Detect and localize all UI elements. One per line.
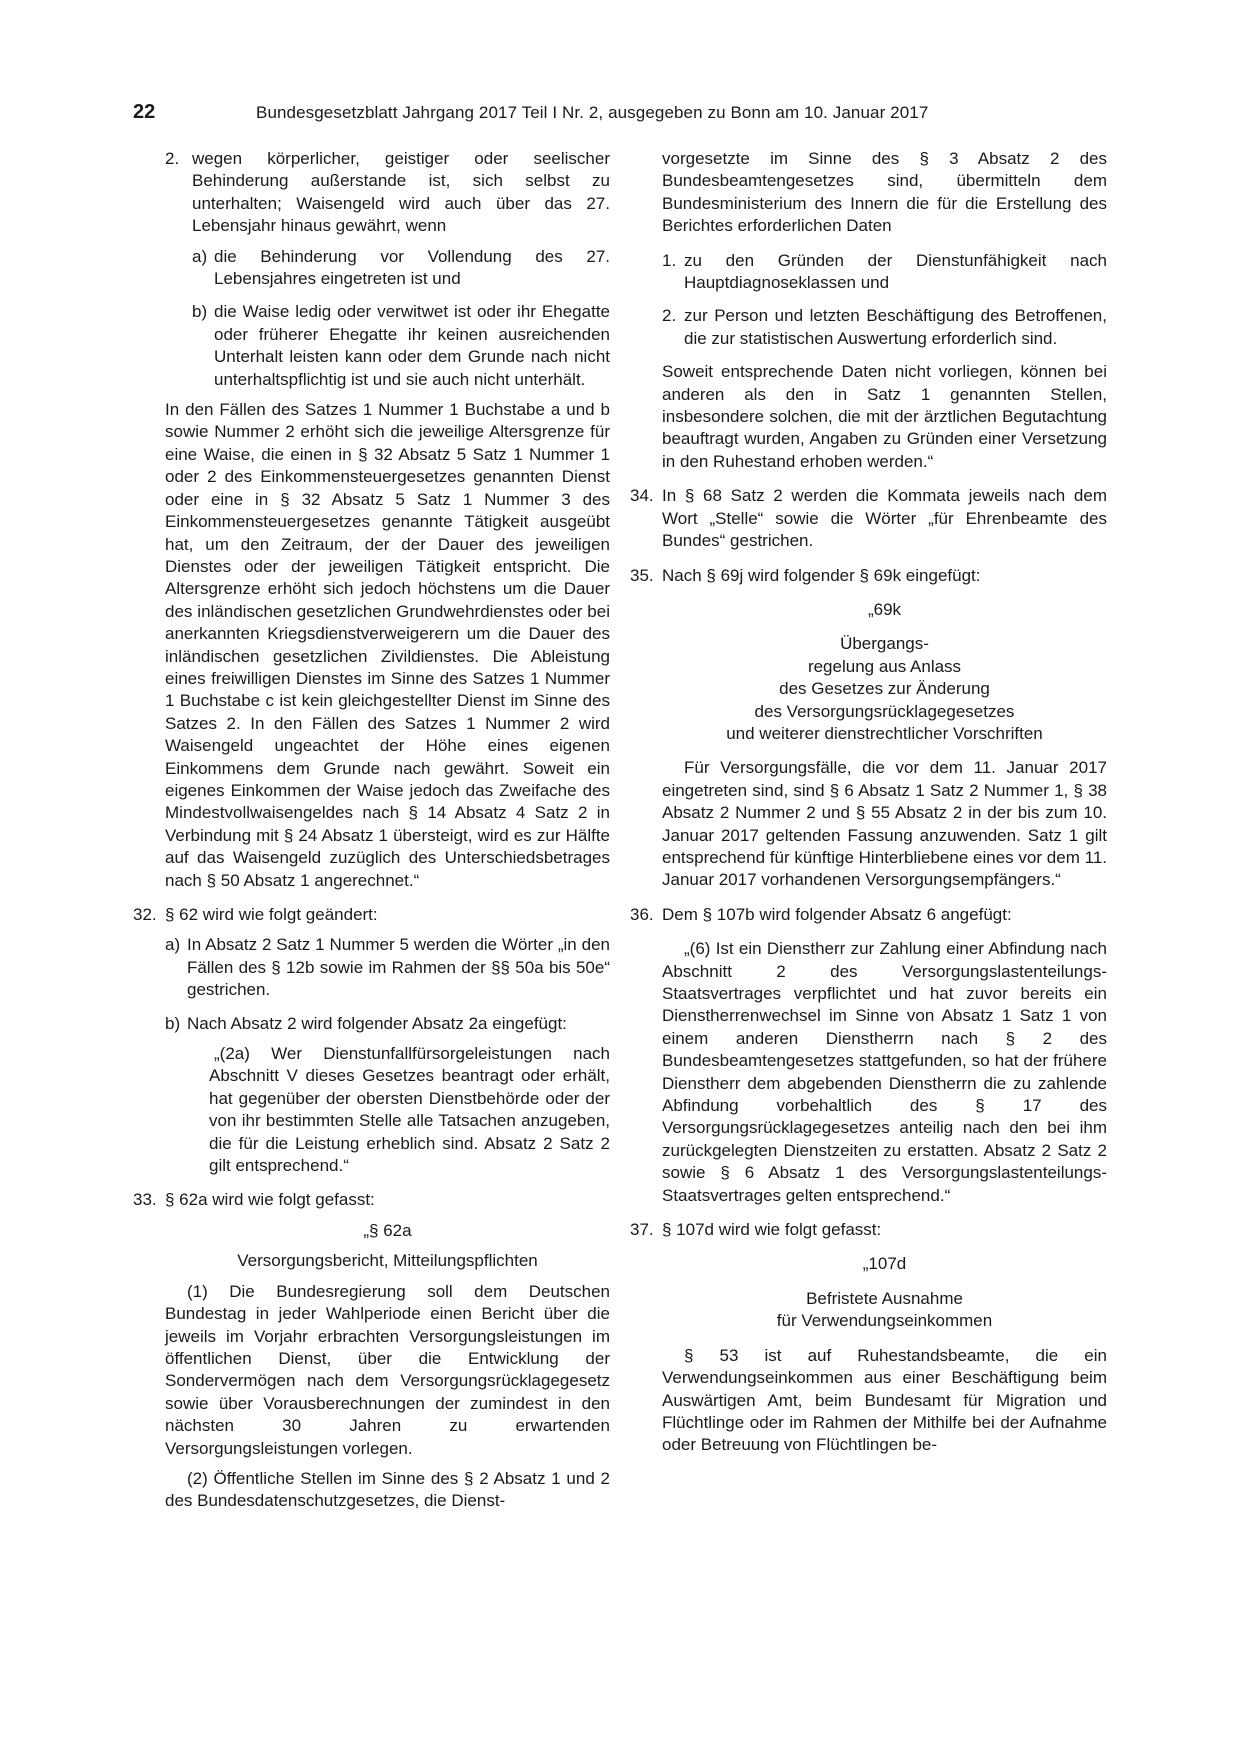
sub-item-label: 2.: [662, 306, 677, 326]
item-text: In § 68 Satz 2 werden die Kommata jeweils nach dem Wort „Stelle“ sowie die Wörter „für Ehrenbeamte des Bundes“ gestrichen.: [662, 486, 1107, 551]
sub-item-label: a): [192, 246, 208, 266]
section-title-line: Übergangs-: [840, 634, 929, 654]
item-number: 34.: [630, 486, 654, 506]
sub-item-text: zu den Gründen der Dienstunfähigkeit nach Hauptdiagnoseklassen und: [684, 250, 1107, 293]
item-text: § 107d wird wie folgt gefasst:: [662, 1220, 882, 1240]
list-item-32: [133, 904, 610, 1177]
item-number: 32.: [133, 905, 157, 924]
page-number: 22: [133, 101, 156, 123]
item-number: 2.: [165, 149, 180, 168]
item-text: § 62 wird wie folgt geändert:: [165, 905, 378, 924]
section-title-line: regelung aus Anlass: [807, 656, 962, 676]
quoted-paragraph-2a: „(2a) Wer Dienstunfallfürsorgeleistungen nach Abschnitt V dieses Gesetzes beantragt oder erhält, hat gegenüber der obersten Dienstbehörde oder der von ihr bestimmten Stelle alle Tatsachen anzugeben, die für die Leistung erheblich sind. Absatz 2 Satz 2 gilt entsprechend.“: [209, 1044, 610, 1176]
section-69k-paragraph: Für Versorgungsfälle, die vor dem 11. Januar 2017 eingetreten sind, sind § 6 Absatz 1 Satz 2 Nummer 1, § 38 Absatz 2 Nummer 2 und § 55 Absatz 2 in der bis zum 10. Januar 2017 geltenden Fassung anzuwenden. Satz 1 gilt entsprechend für künftige Hinterbliebene eines vor dem 11. Januar 2017 vorhandenen Versorgungsempfängers.“: [662, 758, 1107, 890]
sub-item-text: Nach Absatz 2 wird folgender Absatz 2a eingefügt:: [187, 1013, 567, 1033]
section-title-line: für Verwendungseinkommen: [776, 1311, 993, 1331]
left-column: [133, 148, 610, 1525]
data-list-item-2: [662, 305, 1107, 350]
item-text: Dem § 107b wird folgender Absatz 6 angefügt:: [662, 904, 1012, 924]
list-item-2: [133, 148, 610, 391]
section-heading-62a: „§ 62a: [363, 1220, 412, 1240]
right-column: [630, 148, 1107, 1469]
sub-item-a: [192, 246, 610, 291]
section-title-line: und weiterer dienstrechtlicher Vorschriften: [726, 723, 1043, 743]
sub-item-label: 1.: [662, 250, 677, 270]
sub-item-text: die Behinderung vor Vollendung des 27. Lebensjahres eingetreten ist und: [214, 246, 610, 289]
item-number: 33.: [133, 1190, 157, 1210]
section-title-62a: Versorgungsbericht, Mitteilungspflichten: [237, 1251, 538, 1271]
sub-item-text: In Absatz 2 Satz 1 Nummer 5 werden die Wörter „in den Fällen des § 12b sowie im Rahmen der §§ 50a bis 50e“ gestrichen.: [187, 935, 610, 1000]
section-title-107d: [662, 1288, 1107, 1333]
section-62a-paragraph-1: (1) Die Bundesregierung soll dem Deutschen Bundestag in jeder Wahlperiode einen Bericht über die jeweils im Vorjahr erbrachten Versorgungsleistungen im öffentlichen Dienst, über die Entwicklung der Sondervermögen nach dem Versorgungsrücklagegesetz sowie über Vorausberechnungen der zumindest in den nächsten 30 Jahren zu erwartenden Versorgungsleistungen vorlegen.: [165, 1281, 610, 1458]
sub-item-b: [165, 1013, 610, 1178]
section-heading-69k: „69k: [867, 599, 902, 619]
item-number: 35.: [630, 565, 654, 585]
item-text: § 62a wird wie folgt gefasst:: [165, 1190, 375, 1210]
quoted-paragraph-6: „(6) Ist ein Dienstherr zur Zahlung einer Abfindung nach Abschnitt 2 des Versorgungslastenteilungs-Staatsvertrages verpflichtet und hat zuvor bereits ein Dienstherrenwechsel im Sinne von Absatz 1 Satz 1 von einem anderen Dienstherrn nach § 2 des Bundesbeamtengesetzes stattgefunden, so hat der frühere Dienstherr dem abgebenden Dienstherrn die zu zahlende Abfindung vorbehaltlich des § 17 des Versorgungsrücklagegesetzes anteilig nach den bei ihm zurückgelegten Dienstzeiten zu erstatten. Absatz 2 Satz 2 sowie § 6 Absatz 1 des Versorgungslastenteilungs-Staatsvertrages gelten entsprechend.“: [662, 939, 1107, 1205]
list-item-34: [630, 485, 1107, 552]
data-list-item-1: [662, 250, 1107, 295]
sub-item-a: [165, 934, 610, 1001]
sub-item-label: b): [165, 1013, 181, 1033]
continued-paragraph: vorgesetzte im Sinne des § 3 Absatz 2 des Bundesbeamtengesetzes sind, übermitteln dem Bundesministerium des Innern die für die Erstellung des Berichtes erforderlichen Daten: [662, 149, 1107, 236]
sub-item-text: zur Person und letzten Beschäftigung des Betroffenen, die zur statistischen Auswertung erforderlich sind.: [684, 306, 1107, 348]
item-text: Nach § 69j wird folgender § 69k eingefügt:: [662, 565, 981, 585]
section-title-69k: [662, 633, 1107, 745]
list-item-33: [133, 1189, 610, 1512]
item-number: 37.: [630, 1220, 654, 1240]
sub-item-label: b): [192, 302, 208, 322]
sub-item-text: die Waise ledig oder verwitwet ist oder ihr Ehegatte oder früherer Ehegatte ihr keinen ausreichenden Unterhalt leisten kann oder dem Grunde nach nicht unterhaltspflichtig ist und sie auch nicht unterhält.: [214, 302, 610, 389]
section-title-line: des Versorgungsrücklagegesetzes: [754, 701, 1015, 721]
section-title-line: Befristete Ausnahme: [806, 1288, 963, 1308]
sub-item-label: a): [165, 935, 181, 955]
section-62a-paragraph-2: (2) Öffentliche Stellen im Sinne des § 2 Absatz 1 und 2 des Bundesdatenschutzgesetzes, die Dienst-: [165, 1468, 610, 1511]
item-number: 36.: [630, 904, 654, 924]
section-heading-107d: „107d: [862, 1254, 907, 1274]
item-text: wegen körperlicher, geistiger oder seelischer Behinderung außerstande ist, sich selbst zu unterhalten; Waisengeld wird auch über das 27. Lebensjahr hinaus gewährt, wenn: [192, 149, 610, 236]
paragraph-altersgrenze: In den Fällen des Satzes 1 Nummer 1 Buchstabe a und b sowie Nummer 2 erhöht sich die jeweilige Altersgrenze für eine Waise, die einen in § 32 Absatz 5 Satz 1 Nummer 1 oder 2 des Einkommensteuergesetzes genannten Dienst oder eine in § 32 Absatz 5 Satz 1 Nummer 3 des Einkommensteuergesetzes genannte Tätigkeit ausgeübt hat, um den Zeitraum, der der Dauer des jeweiligen Dienstes oder der jeweiligen Tätigkeit entspricht. Die Altersgrenze erhöht sich jedoch höchstens um die Dauer des inländischen gesetzlichen Grundwehrdienstes oder bei anerkannten Kriegsdienstverweigerern um die Dauer des inländischen gesetzlichen Zivildienstes. Die Ableistung eines freiwilligen Dienstes im Sinne des Satzes 1 Nummer 1 Buchstabe c ist kein gleichgestellter Dienst im Sinne des Satzes 2. In den Fällen des Satzes 1 Nummer 2 wird Waisengeld ungeachtet der Höhe eines eigenen Einkommens dem Grunde nach gewährt. Soweit ein eigenes Einkommen der Waise jedoch das Zweifache des Mindestvollwaisengeldes nach § 14 Absatz 4 Satz 2 in Verbindung mit § 24 Absatz 1 übersteigt, wird es zur Hälfte auf das Waisengeld zuzüglich des Unterschiedsbetrages nach § 50 Absatz 1 angerechnet.“: [165, 400, 610, 890]
paragraph-soweit: Soweit entsprechende Daten nicht vorliegen, können bei anderen als den in Satz 1 genannten Stellen, insbesondere solchen, die mit der ärztlichen Begutachtung beauftragt wurden, Angaben zu Gründen einer Versetzung in den Ruhestand erhoben werden.“: [662, 362, 1107, 471]
list-item-36: [630, 904, 1107, 1207]
running-header: Bundesgesetzblatt Jahrgang 2017 Teil I Nr. 2, ausgegeben zu Bonn am 10. Januar 2017: [256, 103, 929, 122]
list-item-37: [630, 1219, 1107, 1457]
section-title-line: des Gesetzes zur Änderung: [779, 679, 990, 699]
list-item-35: [630, 565, 1107, 892]
section-107d-paragraph: § 53 ist auf Ruhestandsbeamte, die ein Verwendungseinkommen aus einer Beschäftigung beim Auswärtigen Amt, beim Bundesamt für Migration und Flüchtlinge oder im Rahmen der Mithilfe bei der Aufnahme oder Betreuung von Flüchtlingen be-: [662, 1345, 1107, 1455]
sub-item-b: [192, 301, 610, 391]
